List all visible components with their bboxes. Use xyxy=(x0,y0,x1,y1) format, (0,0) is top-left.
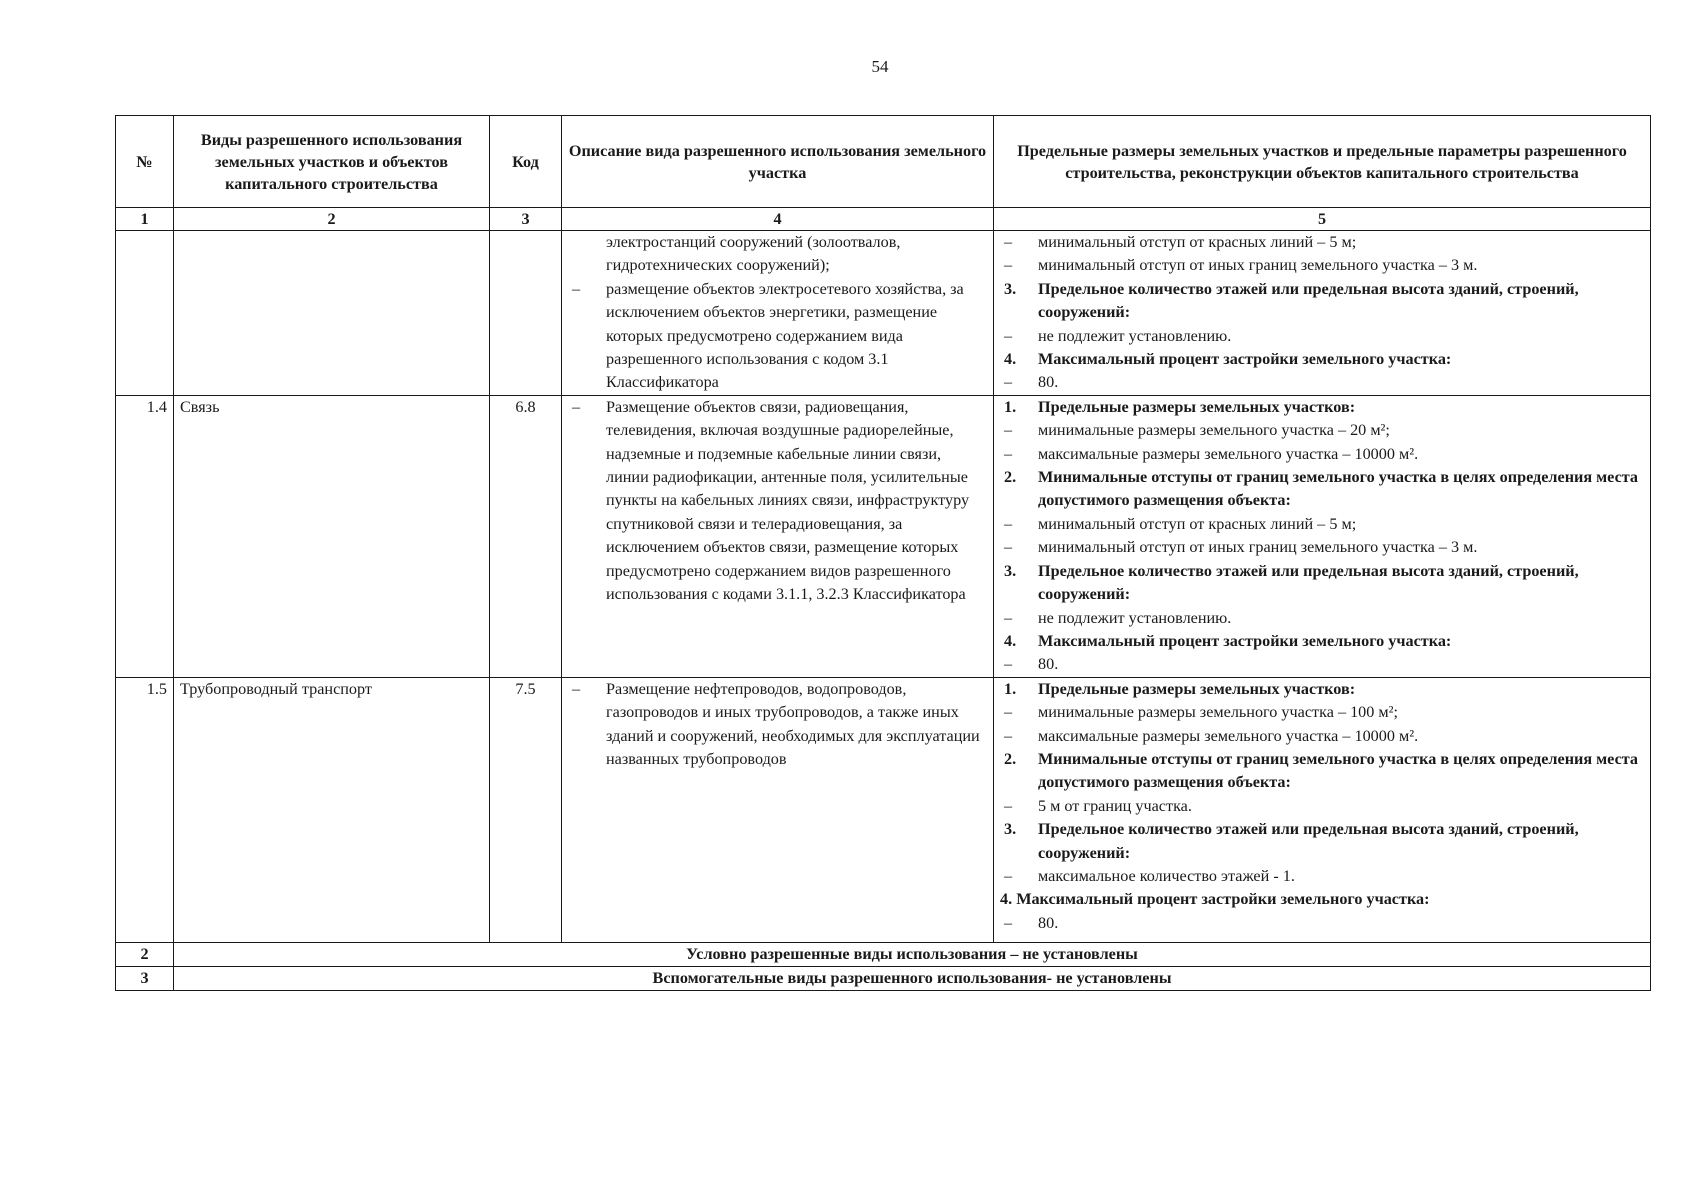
header-kind: Виды разрешенного использования земельных участков и объектов капитального строительства xyxy=(174,116,490,208)
list-marker: 1. xyxy=(1004,397,1017,416)
list-marker: – xyxy=(1004,256,1013,275)
list-marker: – xyxy=(1004,608,1013,627)
list-text: Предельное количество этажей или предельная высота зданий, строений, сооружений: xyxy=(1038,279,1579,322)
list-item xyxy=(1000,466,1644,513)
list-marker: 2. xyxy=(1004,749,1017,768)
list-marker: – xyxy=(1004,703,1013,722)
header-description: Описание вида разрешенного использования земельного участка xyxy=(562,116,994,208)
list-marker: – xyxy=(1004,796,1013,815)
row-limits xyxy=(994,677,1651,942)
summary-row-text: Вспомогательные виды разрешенного использования- не установлены xyxy=(174,966,1651,990)
list-marker: – xyxy=(572,679,581,698)
row-description xyxy=(562,231,994,396)
list-marker: – xyxy=(572,397,581,416)
list-item xyxy=(1000,795,1644,818)
list-marker: – xyxy=(572,279,581,298)
summary-row xyxy=(116,966,1651,990)
list-text: максимальные размеры земельного участка – 10000 м². xyxy=(1038,726,1419,745)
list-item xyxy=(1000,888,1644,911)
summary-row-number: 3 xyxy=(116,966,174,990)
list-text: минимальный отступ от красных линий – 5 м; xyxy=(1038,233,1357,251)
column-number: 1 xyxy=(116,208,174,231)
list-item xyxy=(1000,607,1644,630)
table-row xyxy=(116,677,1651,942)
row-limits xyxy=(994,231,1651,396)
list-item xyxy=(568,396,987,607)
list-item xyxy=(1000,865,1644,888)
list-marker: – xyxy=(1004,421,1013,440)
list-text: Максимальный процент застройки земельного участка: xyxy=(1038,350,1452,369)
list-item xyxy=(1000,818,1644,865)
table-row xyxy=(116,231,1651,396)
list-item xyxy=(568,678,987,772)
row-code xyxy=(490,231,562,396)
land-use-table xyxy=(115,115,1651,991)
list-text: минимальные размеры земельного участка – 100 м²; xyxy=(1038,703,1399,722)
list-item xyxy=(1000,630,1644,653)
header-limits: Предельные размеры земельных участков и предельные параметры разрешенного строительства, реконструкции объектов капитального строительства xyxy=(994,116,1651,208)
list-marker: – xyxy=(1004,866,1013,885)
list-item xyxy=(1000,678,1644,701)
list-item xyxy=(568,278,987,395)
page-number: 54 xyxy=(871,57,889,76)
list-item xyxy=(1000,536,1644,559)
list-text: не подлежит установлению. xyxy=(1038,608,1232,627)
list-marker: – xyxy=(1004,538,1013,557)
list-marker: 2. xyxy=(1004,468,1017,487)
list-marker: – xyxy=(1004,444,1013,463)
table-header-row xyxy=(116,116,1651,208)
list-item xyxy=(1000,513,1644,536)
row-description xyxy=(562,395,994,677)
list-item xyxy=(1000,725,1644,748)
list-marker: – xyxy=(1004,514,1013,533)
list-item xyxy=(1000,396,1644,419)
list-marker: – xyxy=(1004,655,1013,674)
row-description xyxy=(562,677,994,942)
row-limits xyxy=(994,395,1651,677)
list-marker: 3. xyxy=(1004,820,1017,839)
list-text: Размещение нефтепроводов, водопроводов, газопроводов и иных трубопроводов, а также иных зданий и сооружений, необходимых для эксплуатации названных трубопроводов xyxy=(606,679,980,768)
list-text: 80. xyxy=(1038,373,1059,392)
list-text: электростанций сооружений (золоотвалов, гидротехнических сооружений); xyxy=(606,233,901,275)
list-text: минимальный отступ от красных линий – 5 м; xyxy=(1038,514,1357,533)
list-text: Предельное количество этажей или предельная высота зданий, строений, сооружений: xyxy=(1038,561,1579,604)
column-number: 2 xyxy=(174,208,490,231)
list-item xyxy=(1000,653,1644,676)
column-number: 3 xyxy=(490,208,562,231)
list-marker: 1. xyxy=(1004,679,1017,698)
list-text: не подлежит установлению. xyxy=(1038,326,1232,345)
header-code: Код xyxy=(490,116,562,208)
list-marker: – xyxy=(1004,913,1013,932)
list-item xyxy=(1000,231,1644,254)
row-code: 6.8 xyxy=(490,395,562,677)
row-code: 7.5 xyxy=(490,677,562,942)
list-marker: 4. xyxy=(1004,350,1017,369)
table-row xyxy=(116,395,1651,677)
column-number: 5 xyxy=(994,208,1651,231)
list-text: Минимальные отступы от границ земельного участка в целях определения места допустимого размещения объекта: xyxy=(1038,749,1638,792)
list-item xyxy=(1000,371,1644,394)
list-text: 5 м от границ участка. xyxy=(1038,796,1192,815)
list-text: минимальные размеры земельного участка – 20 м²; xyxy=(1038,421,1390,440)
row-number: 1.4 xyxy=(116,395,174,677)
list-marker: – xyxy=(1004,233,1013,251)
list-item xyxy=(1000,748,1644,795)
row-kind: Связь xyxy=(174,395,490,677)
list-marker: 4. xyxy=(1004,631,1017,650)
list-marker: 3. xyxy=(1004,279,1017,298)
list-marker: – xyxy=(1004,326,1013,345)
header-no: № xyxy=(116,116,174,208)
list-text: минимальный отступ от иных границ земельного участка – 3 м. xyxy=(1038,256,1478,275)
list-text: максимальное количество этажей - 1. xyxy=(1038,866,1295,885)
column-number: 4 xyxy=(562,208,994,231)
summary-row xyxy=(116,942,1651,966)
list-text: Предельные размеры земельных участков: xyxy=(1038,397,1356,416)
list-item xyxy=(1000,560,1644,607)
list-text: размещение объектов электросетевого хозяйства, за исключением объектов энергетики, размещение которых предусмотрено содержанием вида разрешенного использования с кодом 3.1 Классификатора xyxy=(606,279,964,392)
list-item xyxy=(1000,325,1644,348)
list-marker: 3. xyxy=(1004,561,1017,580)
list-text: 80. xyxy=(1038,913,1059,932)
column-number-row xyxy=(116,208,1651,231)
list-text: максимальные размеры земельного участка – 10000 м². xyxy=(1038,444,1419,463)
list-text: 4. Максимальный процент застройки земельного участка: xyxy=(1000,890,1430,909)
list-text: Размещение объектов связи, радиовещания, телевидения, включая воздушные радиорелейные, надземные и подземные кабельные линии связи, линии радиофикации, антенные поля, усилительные пункты на кабельных линиях связи, инфраструктуру спутниковой связи и телерадиовещания, за исключением объектов связи, размещение которых предусмотрено содержанием видов разрешенного использования с кодами 3.1.1, 3.2.3 Классификатора xyxy=(606,397,970,604)
row-number xyxy=(116,231,174,396)
summary-row-text: Условно разрешенные виды использования – не установлены xyxy=(174,942,1651,966)
list-text: Предельное количество этажей или предельная высота зданий, строений, сооружений: xyxy=(1038,820,1579,862)
list-marker: – xyxy=(1004,726,1013,745)
list-item xyxy=(1000,419,1644,442)
list-item xyxy=(568,231,987,278)
list-marker: – xyxy=(1004,373,1013,392)
list-item xyxy=(1000,348,1644,371)
list-item xyxy=(1000,912,1644,935)
list-item xyxy=(1000,254,1644,277)
row-number: 1.5 xyxy=(116,677,174,942)
list-text: Максимальный процент застройки земельного участка: xyxy=(1038,631,1452,650)
row-kind: Трубопроводный транспорт xyxy=(174,677,490,942)
list-text: минимальный отступ от иных границ земельного участка – 3 м. xyxy=(1038,538,1478,557)
list-text: Минимальные отступы от границ земельного участка в целях определения места допустимого размещения объекта: xyxy=(1038,468,1638,510)
row-kind xyxy=(174,231,490,396)
summary-row-number: 2 xyxy=(116,942,174,966)
list-item xyxy=(1000,701,1644,724)
list-item xyxy=(1000,443,1644,466)
list-item xyxy=(1000,278,1644,325)
list-text: 80. xyxy=(1038,655,1059,674)
list-text: Предельные размеры земельных участков: xyxy=(1038,679,1356,698)
